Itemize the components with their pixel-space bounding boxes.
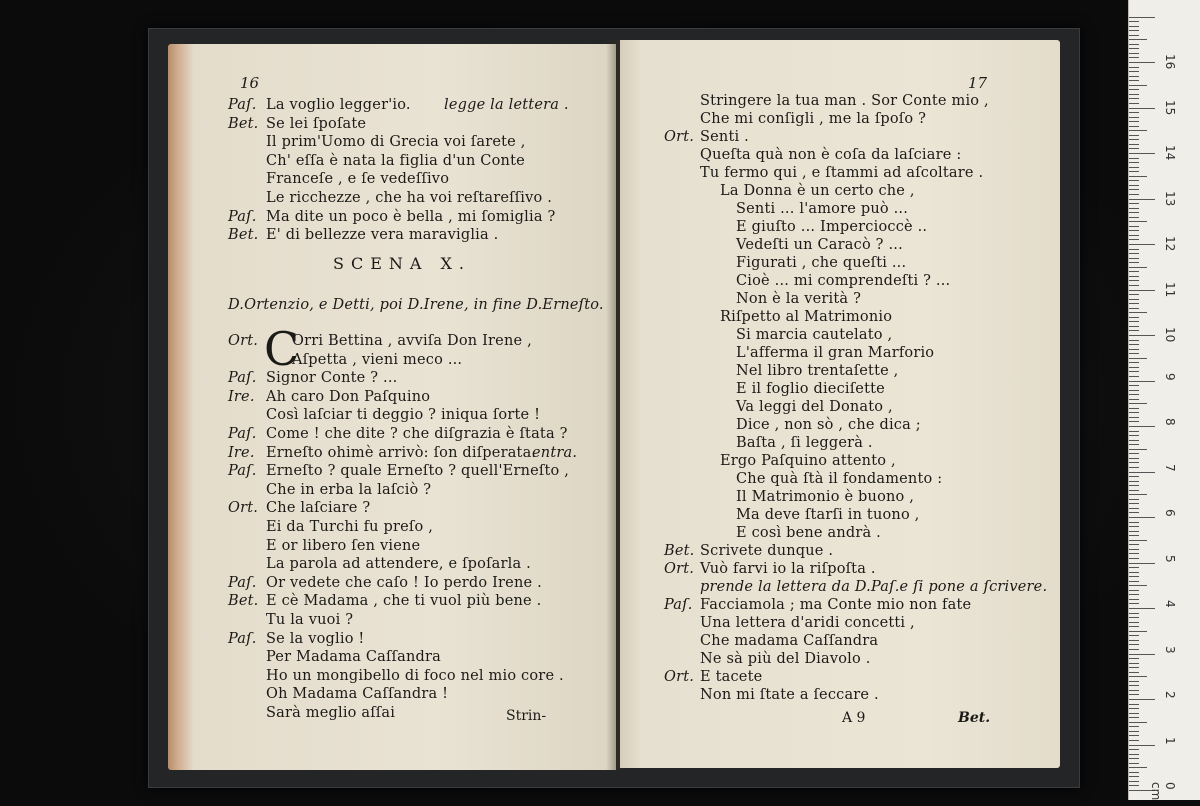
speaker-label: Paſ. [664,597,693,613]
dialogue-text: Erneſto ? quale Erneſto ? quell'Erneſto , [266,463,570,480]
ruler-tick [1129,199,1155,200]
dialogue-text: Oh Madama Caſſandra ! [266,686,449,703]
ruler-tick [1129,376,1139,377]
ruler-tick [1129,412,1139,413]
ruler-tick [1129,540,1147,541]
catchword-left: Strin- [506,708,547,724]
ruler-tick [1129,776,1139,777]
ruler-label: 9 [1163,372,1177,381]
ruler-tick [1129,76,1139,77]
ruler-tick [1129,722,1147,723]
measurement-ruler [1128,0,1200,800]
speaker-label: Paſ. [228,370,257,387]
dialogue-text: Ma dite un poco è bella , mi ſomiglia ? [266,208,556,225]
signature-mark: A 9 [842,710,866,726]
ruler-tick [1129,603,1139,604]
dialogue-text: E così bene andrà . [736,525,881,541]
ruler-tick [1129,658,1139,659]
dialogue-text: Queſta quà non è coſa da laſciare : [700,147,962,163]
ruler-tick [1129,690,1139,691]
dialogue-text: Ch' eſſa è nata la figlia d'un Conte [266,152,525,169]
scene-title: SCENA X. [333,254,471,273]
ruler-tick [1129,30,1139,31]
ruler-tick [1129,531,1139,532]
dialogue-text: Riſpetto al Matrimonio [720,309,893,325]
ruler-tick [1129,212,1139,213]
ruler-label: 3 [1163,645,1177,654]
dialogue-text: E or libero ſen viene [266,537,421,554]
ruler-label: 7 [1163,463,1177,472]
dialogue-text: Ho un mongibello di foco nel mio core . [266,667,564,684]
ruler-tick [1129,581,1139,582]
ruler-tick [1129,444,1139,445]
speaker-label: Paſ. [228,630,257,647]
ruler-tick [1129,431,1139,432]
ruler-tick [1129,417,1139,418]
ruler-tick [1129,371,1139,372]
ruler-tick [1129,649,1139,650]
ruler-tick [1129,180,1139,181]
ruler-tick [1129,349,1139,350]
ruler-tick [1129,576,1139,577]
ruler-tick [1129,312,1147,313]
dialogue-text: Il prim'Uomo di Grecia voi ſarete , [266,134,526,151]
dialogue-text: Ah caro Don Paſquino [266,388,431,405]
dialogue-text: Non mi ſtate a ſeccare . [700,687,879,703]
ruler-tick [1129,594,1139,595]
speaker-label: Ort. [664,129,695,145]
ruler-tick [1129,308,1139,309]
ruler-tick [1129,53,1139,54]
ruler-tick [1129,121,1139,122]
ruler-tick [1129,326,1139,327]
dialogue-text: Baſta , ſi leggerà . [736,435,873,451]
left-page [168,44,616,770]
ruler-tick [1129,390,1139,391]
ruler-tick [1129,426,1155,427]
ruler-tick [1129,512,1139,513]
ruler-tick [1129,563,1155,564]
ruler-tick [1129,408,1139,409]
ruler-tick [1129,526,1139,527]
dialogue-text: Come ! che dite ? che diſgrazia è ſtata ? [266,426,568,442]
dialogue-text: Così laſciar ti deggio ? iniqua ſorte ! [266,407,541,424]
ruler-tick [1129,62,1155,63]
dialogue-text: Il Matrimonio è buono , [736,489,915,505]
ruler-label: 1 [1163,736,1177,745]
ruler-tick [1129,48,1139,49]
ruler-tick [1129,740,1139,741]
ruler-tick [1129,713,1139,714]
ruler-tick [1129,635,1139,636]
ruler-tick [1129,276,1139,277]
dialogue-text: Ei da Turchi fu preſo , [266,519,434,535]
dialogue-text: Facciamola ; ma Conte mio non fate [700,597,972,613]
ruler-tick [1129,381,1155,382]
ruler-tick [1129,171,1139,172]
ruler-tick [1129,681,1139,682]
ruler-tick [1129,567,1139,568]
ruler-tick [1129,258,1139,259]
speaker-label: Bet. [228,115,259,132]
ruler-tick [1129,472,1155,473]
ruler-tick [1129,535,1139,536]
dialogue-text: Se lei ſpoſate [266,115,367,132]
ruler-tick [1129,271,1139,272]
dialogue-text: Aſpetta , vieni meco ... [292,351,463,368]
ruler-label: 16 [1163,54,1177,70]
dialogue-text: E' di bellezze vera maraviglia . [266,227,499,244]
ruler-tick [1129,335,1155,336]
ruler-tick [1129,731,1139,732]
ruler-tick [1129,613,1139,614]
ruler-tick [1129,549,1139,550]
ruler-tick [1129,17,1155,18]
dialogue-text: Stringere la tua man . Sor Conte mio , [700,93,989,109]
ruler-tick [1129,403,1147,404]
ruler-label: 2 [1163,691,1177,699]
dialogue-text: E giuſto ... Impercioccè .. [736,219,928,235]
ruler-tick [1129,726,1139,727]
ruler-tick [1129,330,1139,331]
speaker-label: Ire. [228,444,255,461]
ruler-tick [1129,135,1139,136]
dialogue-text: Ne sà più del Diavolo . [700,651,871,667]
ruler-tick [1129,194,1139,195]
ruler-tick [1129,453,1139,454]
speaker-label: Paſ. [228,208,257,225]
speaker-label: Ort. [228,500,259,517]
speaker-label: Paſ. [228,426,257,442]
ruler-tick [1129,249,1139,250]
ruler-tick [1129,235,1139,236]
ruler-tick [1129,67,1139,68]
ruler-tick [1129,98,1139,99]
ruler-tick [1129,476,1139,477]
ruler-tick [1129,781,1139,782]
ruler-label: 4 [1163,600,1177,608]
ruler-tick [1129,585,1147,586]
dialogue-text: Figurati , che queſti ... [736,255,907,271]
dialogue-text: Tu fermo qui , e ſtammi ad aſcoltare . [700,165,984,181]
ruler-tick [1129,508,1139,509]
dialogue-text: Erneſto ohimè arrivò: ſon diſperata. [266,444,537,461]
ruler-tick [1129,353,1139,354]
ruler-label: 13 [1163,190,1177,206]
speaker-label: Paſ. [228,97,257,113]
ruler-label: 11 [1163,281,1177,297]
stage-direction: prende la lettera da D.Paſ.e ſi pone a ſcrivere. [700,579,1048,595]
ruler-tick [1129,130,1147,131]
ruler-tick [1129,663,1139,664]
ruler-label: 10 [1163,327,1177,343]
ruler-tick [1129,590,1139,591]
stage-direction: legge la lettera . [444,97,569,113]
ruler-tick [1129,108,1155,109]
dialogue-text: Non è la verità ? [736,291,862,307]
ruler-tick [1129,485,1139,486]
ruler-tick [1129,631,1147,632]
ruler-tick [1129,749,1139,750]
scene-cast: D.Ortenzio, e Detti, poi D.Irene, in fine D.Erneſto. [228,297,604,313]
ruler-tick [1129,290,1155,291]
speaker-label: Paſ. [228,463,257,480]
right-page [620,40,1060,768]
ruler-tick [1129,467,1139,468]
ruler-tick [1129,267,1147,268]
dialogue-text: Dice , non sò , che dica ; [736,417,921,433]
ruler-label: 12 [1163,236,1177,252]
dialogue-text: Vedeſti un Caracò ? ... [736,237,903,253]
ruler-tick [1129,367,1139,368]
ruler-tick [1129,358,1147,359]
ruler-tick [1129,672,1139,673]
dialogue-text: Una lettera d'aridi concetti , [700,615,915,631]
ruler-tick [1129,26,1139,27]
dialogue-text: Vuò farvi io la riſpoſta . [700,561,876,577]
ruler-tick [1129,622,1139,623]
ruler-tick [1129,176,1147,177]
ruler-tick [1129,754,1139,755]
ruler-tick [1129,57,1139,58]
speaker-label: Bet. [228,593,259,610]
ruler-tick [1129,21,1139,22]
dialogue-text: Or vedete che caſo ! Io perdo Irene . [266,574,542,591]
ruler-tick [1129,763,1139,764]
ruler-tick [1129,189,1139,190]
dialogue-text: Scrivete dunque . [700,543,834,559]
ruler-tick [1129,39,1147,40]
speaker-label: Bet. [664,543,695,559]
ruler-tick [1129,226,1139,227]
dialogue-text: Che laſciare ? [266,500,371,517]
ruler-tick [1129,685,1139,686]
ruler-tick [1129,167,1139,168]
dialogue-text: La voglio legger'io. [266,97,411,113]
dialogue-text: Per Madama Caſſandra [266,649,441,666]
drop-capital: C [264,322,300,376]
dialogue-text: La Donna è un certo che , [720,183,915,199]
dialogue-text: Senti ... l'amore può ... [736,201,909,217]
ruler-tick [1129,440,1139,441]
ruler-tick [1129,153,1155,154]
ruler-tick [1129,599,1139,600]
dialogue-text: Senti . [700,129,749,145]
ruler-tick [1129,148,1139,149]
ruler-tick [1129,89,1139,90]
ruler-tick [1129,572,1139,573]
ruler-tick [1129,626,1139,627]
dialogue-text: La parola ad attendere, e ſpoſarla . [266,556,531,573]
ruler-label: 14 [1163,145,1177,161]
dialogue-text: Che quà ſtà il fondamento : [736,471,943,487]
speaker-label: Ort. [664,561,695,577]
ruler-tick [1129,185,1139,186]
ruler-tick [1129,758,1139,759]
dialogue-text: Che madama Caſſandra [700,633,879,649]
ruler-tick [1129,340,1139,341]
ruler-tick [1129,253,1139,254]
ruler-tick [1129,80,1139,81]
dialogue-text: Ergo Paſquino attento , [720,453,896,469]
ruler-tick [1129,544,1139,545]
ruler-tick [1129,262,1139,263]
ruler-tick [1129,481,1139,482]
ruler-label: 6 [1163,509,1177,517]
ruler-tick [1129,44,1139,45]
speaker-label: Ort. [228,333,259,349]
ruler-tick [1129,144,1139,145]
ruler-tick [1129,617,1139,618]
dialogue-text: E cè Madama , che ti vuol più bene . [266,593,542,610]
ruler-tick [1129,112,1139,113]
catchword-right: Bet. [958,710,991,726]
dialogue-text: Si marcia cautelato , [736,327,893,343]
ruler-tick [1129,139,1139,140]
ruler-tick [1129,717,1139,718]
dialogue-text: Che mi conſigli , me la ſpoſo ? [700,111,927,127]
ruler-tick [1129,767,1147,768]
ruler-tick [1129,517,1155,518]
ruler-tick [1129,704,1139,705]
ruler-tick [1129,462,1139,463]
ruler-tick [1129,221,1147,222]
speaker-label: Ire. [228,388,255,405]
ruler-tick [1129,344,1139,345]
ruler-tick [1129,640,1139,641]
ruler-tick [1129,285,1139,286]
dialogue-text: Franceſe , e ſe vedeſſivo [266,171,450,188]
dialogue-text: E il foglio dieciſette [736,381,885,397]
dialogue-text: Orri Bettina , avviſa Don Irene , [292,333,532,349]
page-number-right: 17 [968,74,988,92]
ruler-tick [1129,699,1155,700]
ruler-tick [1129,399,1139,400]
ruler-tick [1129,158,1139,159]
ruler-tick [1129,208,1139,209]
ruler-tick [1129,553,1139,554]
ruler-tick [1129,117,1139,118]
ruler-tick [1129,394,1139,395]
dialogue-text: Tu la vuoi ? [266,612,354,628]
ruler-tick [1129,35,1139,36]
ruler-tick [1129,494,1147,495]
ruler-tick [1129,362,1139,363]
ruler-tick [1129,294,1139,295]
dialogue-text: Cioè ... mi comprendeſti ? ... [736,273,951,289]
dialogue-text: Signor Conte ? ... [266,370,398,387]
ruler-tick [1129,522,1139,523]
ruler-tick [1129,280,1139,281]
dialogue-text: Va leggi del Donato , [736,399,893,415]
ruler-tick [1129,735,1139,736]
ruler-tick [1129,85,1147,86]
ruler-label: 8 [1163,418,1177,426]
ruler-tick [1129,435,1139,436]
ruler-tick [1129,608,1155,609]
dialogue-text: L'afferma il gran Marforio [736,345,935,361]
ruler-tick [1129,676,1147,677]
dialogue-text: Sarà meglio aſſai [266,705,396,721]
ruler-tick [1129,458,1139,459]
ruler-tick [1129,299,1139,300]
ruler-tick [1129,94,1139,95]
ruler-tick [1129,239,1139,240]
ruler-label: 0 cm [1149,782,1177,801]
speaker-label: Ort. [664,669,695,685]
ruler-tick [1129,503,1139,504]
dialogue-text: Nel libro trentaſette , [736,363,899,379]
ruler-tick [1129,708,1139,709]
ruler-tick [1129,126,1139,127]
ruler-tick [1129,203,1139,204]
ruler-tick [1129,772,1139,773]
ruler-tick [1129,558,1139,559]
ruler-tick [1129,71,1139,72]
ruler-tick [1129,321,1139,322]
ruler-tick [1129,499,1139,500]
ruler-tick [1129,694,1139,695]
speaker-label: Bet. [228,227,259,244]
ruler-tick [1129,654,1155,655]
ruler-tick [1129,303,1139,304]
dialogue-text: Ma deve ſtarſi in tuono , [736,507,920,523]
dialogue-text: Le ricchezze , che ha voi reſtareſſivo . [266,190,553,206]
ruler-tick [1129,449,1147,450]
dialogue-text: E tacete [700,669,763,685]
dialogue-text: Se la voglio ! [266,630,365,647]
ruler-tick [1129,490,1139,491]
ruler-tick [1129,317,1139,318]
ruler-tick [1129,421,1139,422]
ruler-tick [1129,667,1139,668]
ruler-tick [1129,244,1155,245]
ruler-tick [1129,745,1155,746]
ruler-tick [1129,162,1139,163]
speaker-label: Paſ. [228,574,257,591]
ruler-tick [1129,644,1139,645]
ruler-tick [1129,385,1139,386]
page-number-left: 16 [240,74,260,92]
ruler-tick [1129,785,1139,786]
ruler-tick [1129,230,1139,231]
ruler-tick [1129,217,1139,218]
ruler-label: 15 [1163,99,1177,115]
stage-direction: entra. [532,444,578,461]
ruler-tick [1129,103,1139,104]
dialogue-text: Che in erba la laſciò ? [266,481,432,498]
ruler-label: 5 [1163,554,1177,563]
